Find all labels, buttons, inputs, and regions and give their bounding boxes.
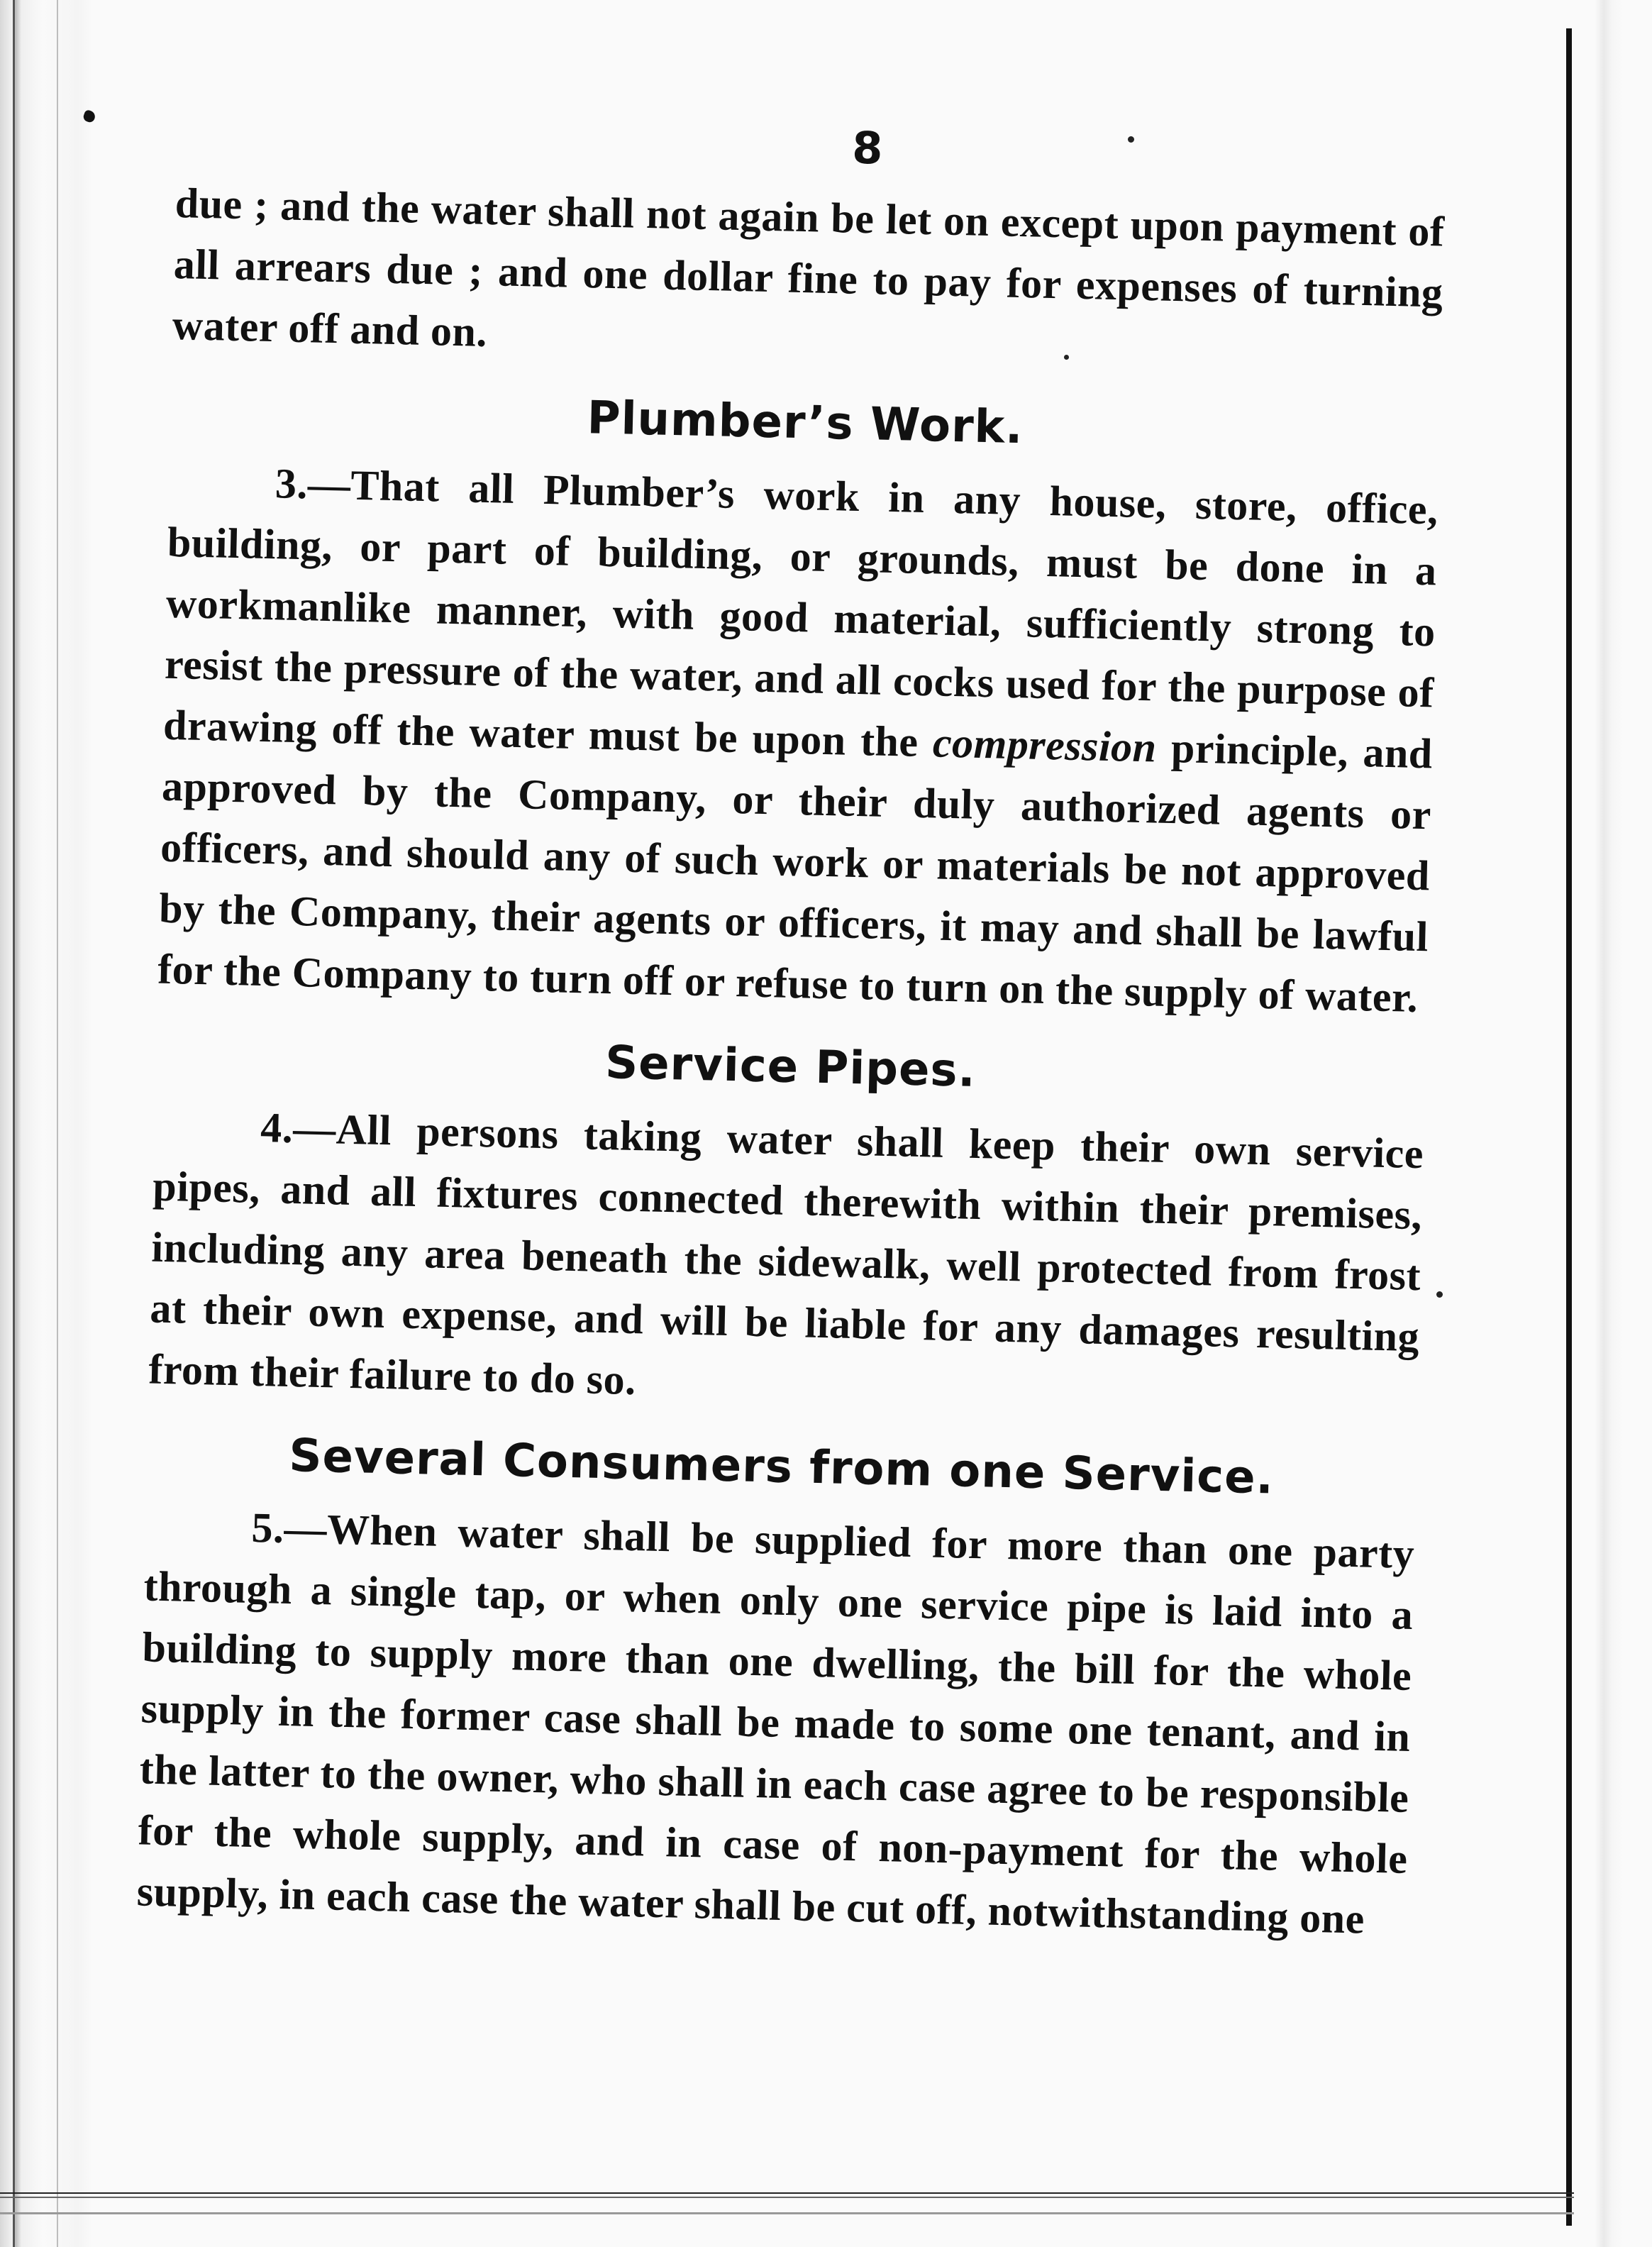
intro-paragraph: due ; and the water shall not again be let on except upon payment of all arrears due ; and one dollar fine to pay for expenses of turning water off and on.	[172, 179, 1446, 355]
several-consumers-heading: Several Consumers from one Service.	[288, 1430, 1275, 1505]
plumbers-italic-term: compression	[932, 719, 1158, 771]
plumbers-work-heading: Plumber’s Work.	[586, 392, 1024, 455]
right-edge	[1595, 0, 1652, 2247]
several-consumers-paragraph: 5.—When water shall be supplied for more than one party through a single tap, or when only one service pipe is laid into a building to supply more than one dwelling, the bill for the whole supply in the former case shall be made to some one tenant, and in the latter to the owner, who shall in each case agree to be responsible for the whole supply, and in case of non-payment for the whole supply, in each case the water shall be cut off, notwithstanding one	[136, 1503, 1415, 1943]
plumbers-text-after: principle, and approved by the Company, or their duly authorized agents or officers, and should any of such work or materials be not approved by the Company, their agents or officers, it may and shall be lawful for the Company to turn off or refuse to turn on the supply of water.	[157, 724, 1434, 1021]
service-pipes-heading: Service Pipes.	[604, 1037, 977, 1098]
left-border-line	[13, 0, 15, 2247]
bottom-border-line-faint	[0, 2212, 1574, 2214]
page-number: 8	[851, 121, 885, 175]
left-border-line-faint	[57, 0, 58, 2247]
page-body	[136, 106, 1447, 1950]
service-pipes-paragraph: 4.—All persons taking water shall keep their own service pipes, and all fixtures connected therewith within their premises, including any area beneath the sidewalk, well protected from frost at their own expense, and will be liable for any damages resulting from their failure to do so.	[148, 1104, 1424, 1404]
speck	[1436, 1291, 1443, 1298]
plumbers-work-paragraph	[157, 451, 1438, 1028]
bottom-border-line	[0, 2192, 1574, 2199]
right-border-line	[1566, 28, 1572, 2226]
plumbers-text-before: 3.—That all Plumber’s work in any house, store, office, building, or part of building, or grounds, must be done in a workmanlike manner, with good material, sufficiently strong to resist the pressure of the water, and all cocks used for the purpose of drawing off the water must be upon the	[162, 460, 1439, 766]
